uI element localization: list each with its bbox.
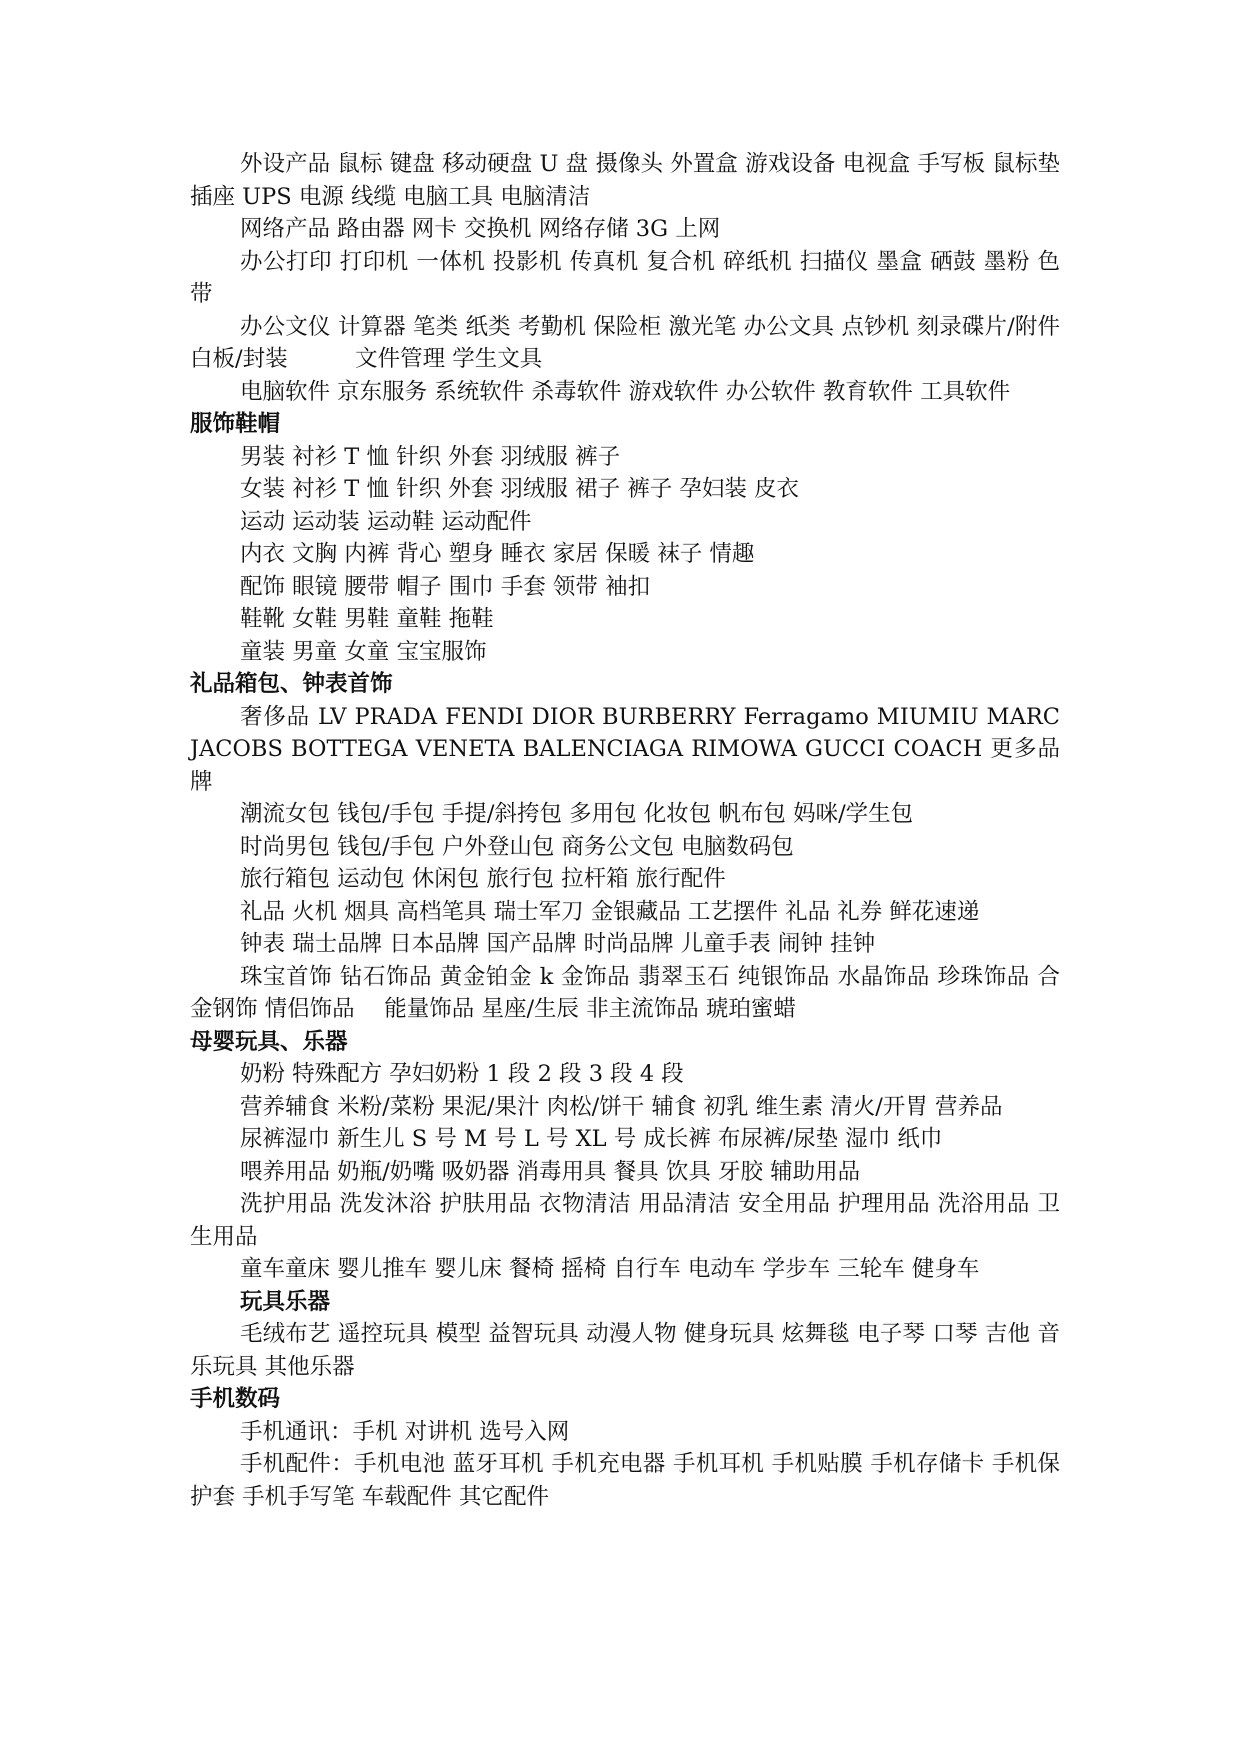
paragraph-baby-care: 洗护用品 洗发沐浴 护肤用品 衣物清洁 用品清洁 安全用品 护理用品 洗浴用品 卫生用品	[190, 1191, 1060, 1250]
paragraph-sports: 运动 运动装 运动鞋 运动配件	[240, 508, 532, 535]
paragraph-toys: 毛绒布艺 遥控玩具 模型 益智玩具 动漫人物 健身玩具 炫舞毯 电子琴 口琴 吉他 音乐玩具 其他乐器	[190, 1321, 1060, 1380]
paragraph-womens-bags: 潮流女包 钱包/手包 手提/斜挎包 多用包 化妆包 帆布包 妈咪/学生包	[240, 801, 914, 827]
paragraph-shoes: 鞋靴 女鞋 男鞋 童鞋 拖鞋	[240, 606, 494, 632]
paragraph-baby-food: 营养辅食 米粉/菜粉 果泥/果汁 肉松/饼干 辅食 初乳 维生素 清火/开胃 营养品	[240, 1093, 1003, 1120]
subheading-toys-instruments: 玩具乐器	[240, 1288, 331, 1315]
paragraph-network: 网络产品 路由器 网卡 交换机 网络存储 3G 上网	[240, 216, 721, 242]
document-page	[190, 148, 1060, 1513]
paragraph-peripherals: 外设产品 鼠标 键盘 移动硬盘 U 盘 摄像头 外置盒 游戏设备 电视盒 手写板 鼠标垫 插座 UPS 电源 线缆 电脑工具 电脑清洁	[190, 151, 1060, 210]
paragraph-office-supplies: 办公文仪 计算器 笔类 纸类 考勤机 保险柜 激光笔 办公文具 点钞机 刻录碟片/附件 白板/封装 文件管理 学生文具	[190, 313, 1060, 372]
paragraph-feeding: 喂养用品 奶瓶/奶嘴 吸奶器 消毒用具 餐具 饮具 牙胶 辅助用品	[240, 1158, 861, 1185]
heading-baby-toys: 母婴玩具、乐器	[190, 1028, 348, 1055]
paragraph-strollers: 童车童床 婴儿推车 婴儿床 餐椅 摇椅 自行车 电动车 学步车 三轮车 健身车	[240, 1256, 980, 1282]
paragraph-womenswear: 女装 衬衫 T 恤 针织 外套 羽绒服 裙子 裤子 孕妇装 皮衣	[240, 476, 800, 502]
heading-mobile-digital: 手机数码	[190, 1386, 281, 1412]
paragraph-watches: 钟表 瑞士品牌 日本品牌 国产品牌 时尚品牌 儿童手表 闹钟 挂钟	[240, 931, 876, 957]
paragraph-luxury: 奢侈品 LV PRADA FENDI DIOR BURBERRY Ferragamo MIUMIU MARC JACOBS BOTTEGA VENETA BALENCIAGA RIMOWA GUCCI COACH 更多品牌	[190, 703, 1060, 795]
paragraph-underwear: 内衣 文胸 内裤 背心 塑身 睡衣 家居 保暖 袜子 情趣	[240, 541, 755, 567]
paragraph-accessories: 配饰 眼镜 腰带 帽子 围巾 手套 领带 袖扣	[240, 573, 651, 600]
paragraph-milk-powder: 奶粉 特殊配方 孕妇奶粉 1 段 2 段 3 段 4 段	[240, 1061, 684, 1087]
paragraph-luggage: 旅行箱包 运动包 休闲包 旅行包 拉杆箱 旅行配件	[240, 866, 726, 892]
paragraph-jewelry: 珠宝首饰 钻石饰品 黄金铂金 k 金饰品 翡翠玉石 纯银饰品 水晶饰品 珍珠饰品 合金钢饰 情侣饰品 能量饰品 星座/生辰 非主流饰品 琥珀蜜蜡	[190, 963, 1060, 1022]
paragraph-software: 电脑软件 京东服务 系统软件 杀毒软件 游戏软件 办公软件 教育软件 工具软件	[240, 378, 1011, 405]
paragraph-menswear: 男装 衬衫 T 恤 针织 外套 羽绒服 裤子	[240, 443, 621, 470]
heading-apparel: 服饰鞋帽	[190, 411, 281, 437]
paragraph-mobile-accessories: 手机配件：手机电池 蓝牙耳机 手机充电器 手机耳机 手机贴膜 手机存储卡 手机保护套 手机手写笔 车载配件 其它配件	[190, 1451, 1060, 1510]
paragraph-kidswear: 童装 男童 女童 宝宝服饰	[240, 638, 487, 665]
paragraph-mobile-comm: 手机通讯：手机 对讲机 选号入网	[240, 1418, 570, 1445]
heading-gifts-bags-watches: 礼品箱包、钟表首饰	[190, 671, 393, 697]
paragraph-gifts: 礼品 火机 烟具 高档笔具 瑞士军刀 金银藏品 工艺摆件 礼品 礼券 鲜花速递	[240, 898, 980, 925]
paragraph-mens-bags: 时尚男包 钱包/手包 户外登山包 商务公文包 电脑数码包	[240, 833, 794, 860]
paragraph-office-print: 办公打印 打印机 一体机 投影机 传真机 复合机 碎纸机 扫描仪 墨盒 硒鼓 墨粉 色带	[190, 248, 1060, 307]
paragraph-diapers: 尿裤湿巾 新生儿 S 号 M 号 L 号 XL 号 成长裤 布尿裤/尿垫 湿巾 纸巾	[240, 1126, 943, 1152]
